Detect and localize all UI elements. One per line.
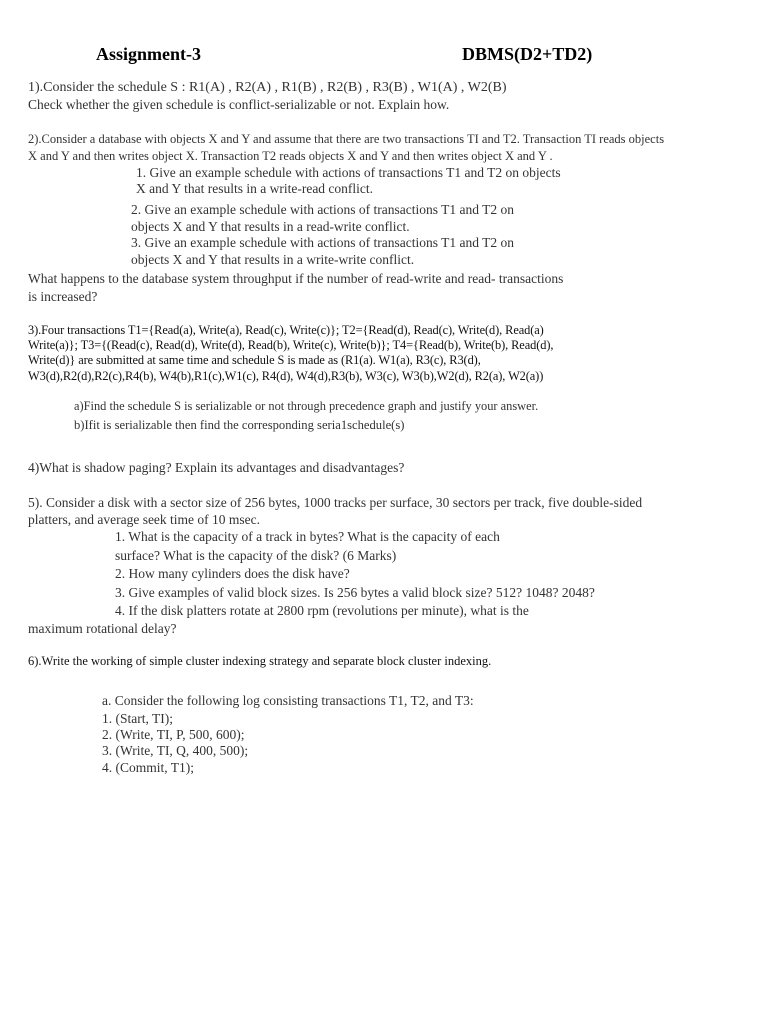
q3-line-3: Write(d)} are submitted at same time and schedule S is made as (R1(a). W1(a), R3(c), R3(d), bbox=[28, 353, 481, 367]
q2-item-1-line-1: 1. Give an example schedule with actions of transactions T1 and T2 on objects bbox=[136, 165, 561, 180]
q5-item-3: 3. Give examples of valid block sizes. Is 256 bytes a valid block size? 512? 1048? 2048? bbox=[115, 585, 595, 600]
q1-line-1: 1).Consider the schedule S : R1(A) , R2(A) , R1(B) , R2(B) , R3(B) , W1(A) , W2(B) bbox=[28, 80, 507, 95]
q2-after-line-1: What happens to the database system throughput if the number of read-write and read- transactions bbox=[28, 271, 564, 286]
q5-line-2: platters, and average seek time of 10 msec. bbox=[28, 512, 261, 527]
assignment-title: Assignment-3 bbox=[96, 44, 202, 64]
q2-item-3-line-2: objects X and Y that results in a write-write conflict. bbox=[131, 252, 415, 267]
course-code: DBMS(D2+TD2) bbox=[462, 44, 593, 64]
q5-item-1-line-1: 1. What is the capacity of a track in bytes? What is the capacity of each bbox=[115, 529, 500, 544]
q3-part-a: a)Find the schedule S is serializable or not through precedence graph and justify your answer. bbox=[74, 399, 539, 413]
q2-item-3-line-1: 3. Give an example schedule with actions of transactions T1 and T2 on bbox=[131, 235, 515, 250]
q2-line-2: X and Y and then writes object X. Transaction T2 reads objects X and Y and then writes object X and Y . bbox=[28, 149, 553, 163]
q4-line-1: 4)What is shadow paging? Explain its advantages and disadvantages? bbox=[28, 460, 405, 475]
q2-item-1-line-2: X and Y that results in a write-read conflict. bbox=[136, 181, 374, 196]
q5-item-1-line-2: surface? What is the capacity of the disk? (6 Marks) bbox=[115, 548, 397, 563]
log-entry: 1. (Start, TI); bbox=[102, 711, 173, 726]
q2-line-1: 2).Consider a database with objects X and Y and assume that there are two transactions TI and T2. Transaction TI reads objects bbox=[28, 132, 665, 146]
q3-line-2: Write(a)}; T3={(Read(c), Read(d), Write(d), Read(b), Write(c), Write(b)}; T4={Read(b), Write(b), Read(d), bbox=[28, 338, 554, 352]
q5-item-2: 2. How many cylinders does the disk have? bbox=[115, 566, 350, 581]
q2-item-2-line-2: objects X and Y that results in a read-write conflict. bbox=[131, 219, 410, 234]
q2-after-line-2: is increased? bbox=[28, 289, 98, 304]
q6-line-1: 6).Write the working of simple cluster indexing strategy and separate block cluster indexing. bbox=[28, 654, 492, 668]
log-entry: 4. (Commit, T1); bbox=[102, 760, 195, 775]
q3-part-b: b)Ifit is serializable then find the corresponding seria1schedule(s) bbox=[74, 418, 405, 432]
q5-item-4-line-2: maximum rotational delay? bbox=[28, 621, 177, 636]
q2-item-2-line-1: 2. Give an example schedule with actions of transactions T1 and T2 on bbox=[131, 202, 515, 217]
log-entry: 2. (Write, TI, P, 500, 600); bbox=[102, 727, 245, 742]
q5-item-4-line-1: 4. If the disk platters rotate at 2800 rpm (revolutions per minute), what is the bbox=[115, 603, 529, 618]
log-intro: a. Consider the following log consisting transactions T1, T2, and T3: bbox=[102, 693, 474, 708]
q3-line-4: W3(d),R2(d),R2(c),R4(b), W4(b),R1(c),W1(c), R4(d), W4(d),R3(b), W3(c), W3(b),W2(d), R2(a), W2(a)) bbox=[28, 369, 544, 383]
q3-line-1: 3).Four transactions T1={Read(a), Write(a), Read(c), Write(c)}; T2={Read(d), Read(c), Write(d), Read(a) bbox=[28, 323, 544, 337]
log-entry: 3. (Write, TI, Q, 400, 500); bbox=[102, 743, 249, 758]
q1-line-2: Check whether the given schedule is conflict-serializable or not. Explain how. bbox=[28, 97, 450, 112]
q5-line-1: 5). Consider a disk with a sector size of 256 bytes, 1000 tracks per surface, 30 sectors per track, five double-sided bbox=[28, 495, 643, 510]
